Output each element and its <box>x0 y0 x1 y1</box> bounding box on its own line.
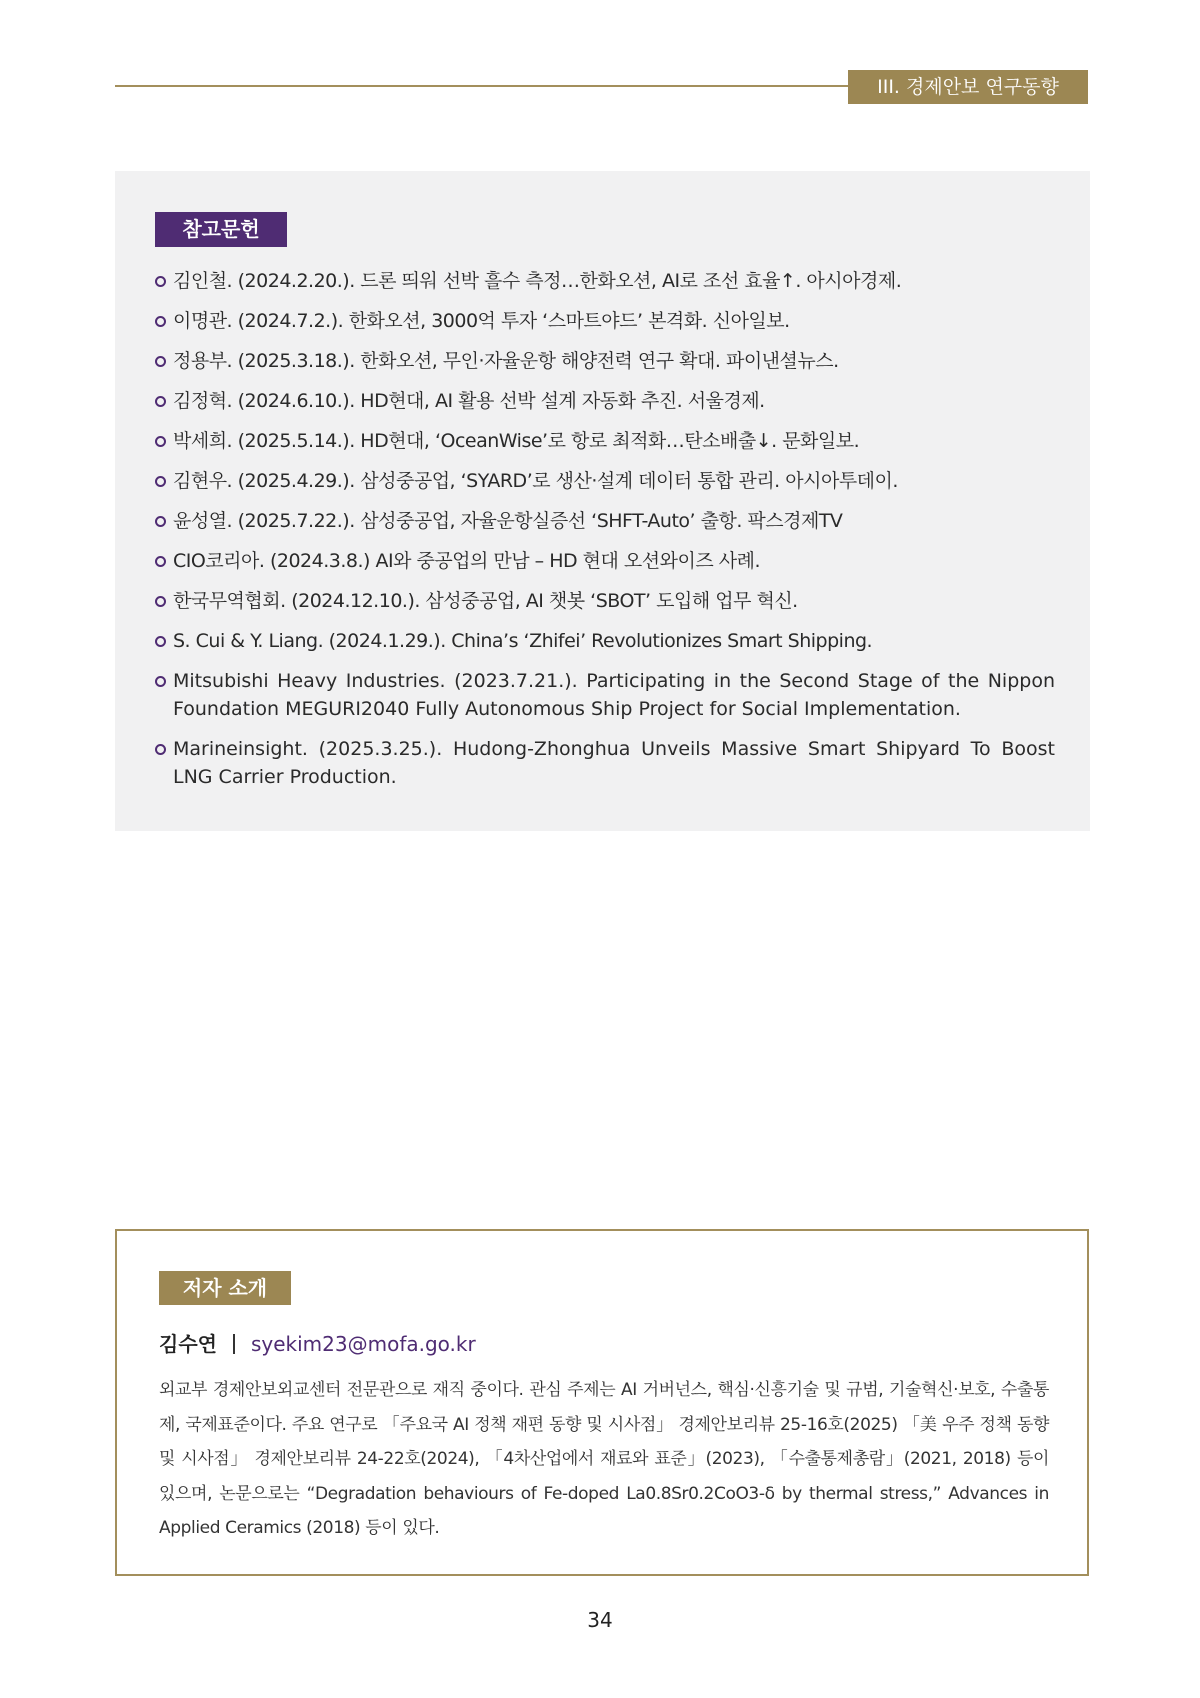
author-name: 김수연 <box>159 1332 217 1356</box>
circle-bullet-icon <box>155 516 166 527</box>
reference-item <box>155 547 1055 575</box>
circle-bullet-icon <box>155 276 166 287</box>
reference-item <box>155 307 1055 335</box>
reference-item <box>155 467 1055 495</box>
circle-bullet-icon <box>155 396 166 407</box>
reference-text: Marineinsight. (2025.3.25.). Hudong-Zhonghua Unveils Massive Smart Shipyard To Boost LNG Carrier Production. <box>173 738 1055 788</box>
reference-item <box>155 507 1055 535</box>
reference-text: CIO코리아. (2024.3.8.) AI와 중공업의 만남 – HD 현대 오션와이즈 사례. <box>173 550 760 572</box>
reference-item <box>155 667 1055 723</box>
author-email: syekim23@mofa.go.kr <box>250 1332 476 1356</box>
author-panel <box>115 1229 1089 1576</box>
circle-bullet-icon <box>155 676 166 687</box>
reference-item <box>155 587 1055 615</box>
circle-bullet-icon <box>155 556 166 567</box>
reference-item <box>155 267 1055 295</box>
reference-text: 윤성열. (2025.7.22.). 삼성중공업, 자율운항실증선 ‘SHFT-Auto’ 출항. 팍스경제TV <box>173 510 843 532</box>
circle-bullet-icon <box>155 436 166 447</box>
circle-bullet-icon <box>155 316 166 327</box>
circle-bullet-icon <box>155 636 166 647</box>
references-panel <box>115 171 1090 831</box>
reference-item <box>155 347 1055 375</box>
circle-bullet-icon <box>155 744 166 755</box>
reference-text: 이명관. (2024.7.2.). 한화오션, 3000억 투자 ‘스마트야드’ 본격화. 신아일보. <box>173 310 790 332</box>
reference-text: 박세희. (2025.5.14.). HD현대, ‘OceanWise’로 항로 최적화…탄소배출↓. 문화일보. <box>173 430 860 452</box>
references-heading: 참고문헌 <box>155 212 287 247</box>
reference-text: 김인철. (2024.2.20.). 드론 띄워 선박 흘수 측정…한화오션, AI로 조선 효율↑. 아시아경제. <box>173 270 902 292</box>
author-heading: 저자 소개 <box>159 1271 291 1305</box>
reference-text: 김현우. (2025.4.29.). 삼성중공업, ‘SYARD’로 생산·설계 데이터 통합 관리. 아시아투데이. <box>173 470 898 492</box>
author-byline <box>159 1330 476 1358</box>
section-title-tab: III. 경제안보 연구동향 <box>848 70 1088 104</box>
circle-bullet-icon <box>155 356 166 367</box>
reference-text: 한국무역협회. (2024.12.10.). 삼성중공업, AI 챗봇 ‘SBOT’ 도입해 업무 혁신. <box>173 590 798 612</box>
reference-text: 정용부. (2025.3.18.). 한화오션, 무인·자율운항 해양전력 연구 확대. 파이낸셜뉴스. <box>173 350 839 372</box>
reference-text: S. Cui & Y. Liang. (2024.1.29.). China’s ‘Zhifei’ Revolutionizes Smart Shipping. <box>173 630 873 652</box>
circle-bullet-icon <box>155 476 166 487</box>
reference-item <box>155 735 1055 791</box>
author-bio: 외교부 경제안보외교센터 전문관으로 재직 중이다. 관심 주제는 AI 거버넌스, 핵심·신흥기술 및 규범, 기술혁신·보호, 수출통제, 국제표준이다. 주요 연구로 「주요국 AI 정책 재편 동향 및 시사점」 경제안보리뷰 25-16호(2025) 「美 우주 정책 동향 및 시사점」 경제안보리뷰 24-22호(2024), 「4차산업에서 재료와 표준」(2023), 「수출통제총람」(2021, 2018) 등이 있으며, 논문으로는 “Degradation behaviours of Fe-doped La0.8Sr0.2CoO3-δ by thermal stress,” Advances in Applied Ceramics (2018) 등이 있다. <box>159 1380 1049 1538</box>
reference-list <box>155 267 1055 803</box>
reference-item <box>155 427 1055 455</box>
byline-divider <box>233 1334 235 1354</box>
reference-text: Mitsubishi Heavy Industries. (2023.7.21.). Participating in the Second Stage of the Nippon Foundation MEGURI2040 Fully Autonomous Ship Project for Social Implementation. <box>173 670 1055 720</box>
reference-item <box>155 387 1055 415</box>
reference-item <box>155 627 1055 655</box>
header-rule <box>115 85 850 87</box>
page-number: 34 <box>587 1608 613 1632</box>
reference-text: 김정혁. (2024.6.10.). HD현대, AI 활용 선박 설계 자동화 추진. 서울경제. <box>173 390 765 412</box>
circle-bullet-icon <box>155 596 166 607</box>
